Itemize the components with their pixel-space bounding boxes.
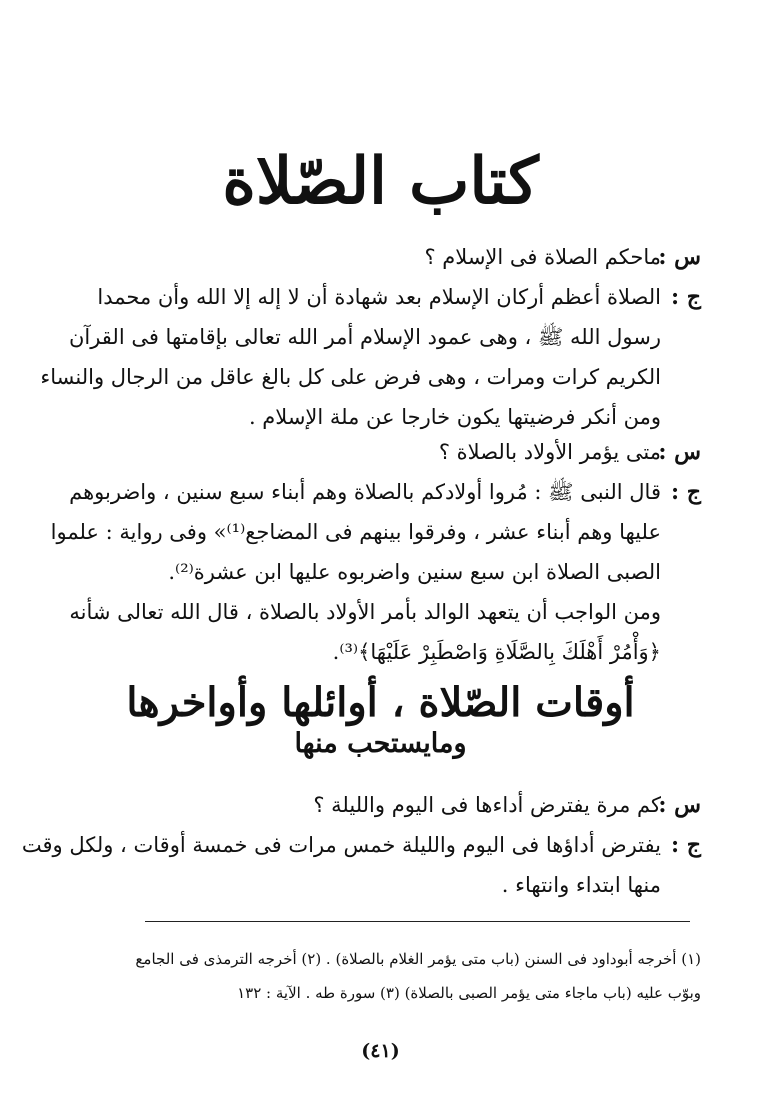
answer-row [50,472,701,592]
section-title: أوقات الصّلاة ، أوائلها وأواخرها [126,679,635,726]
answer-line: قال النبى ﷺ : مُروا أولادكم بالصلاة وهم أبناء سبع سنين ، واضربوهم [69,480,661,504]
question-marker: س : [658,244,701,270]
question-text: كم مرة يفترض أداءها فى اليوم والليلة ؟ [313,793,661,817]
question-row [56,432,701,472]
answer-marker: ج : [671,284,701,310]
question-text: متى يؤمر الأولاد بالصلاة ؟ [438,440,661,464]
question-text: ماحكم الصلاة فى الإسلام ؟ [424,245,661,269]
qa-block-2 [50,432,701,672]
footnote-line: وبوّب عليه (باب ماجاء متى يؤمر الصبى بالصلاة) (٣) سورة طه . الآية : ١٣٢ [237,984,701,1002]
answer-row [40,277,701,437]
answer-line: يفترض أداؤها فى اليوم والليلة خمس مرات فى خمسة أوقات ، ولكل وقت [21,833,661,857]
question-marker: س : [658,439,701,465]
quran-verse-line: ﴿وَأْمُرْ أَهْلَكَ بِالصَّلَاةِ وَاصْطَبِرْ عَلَيْهَا﴾⁽³⁾. [332,640,661,664]
section-subtitle: ومايستحب منها [294,728,467,759]
answer-marker: ج : [671,479,701,505]
chapter-title: كتاب الصّلاة [222,144,539,219]
answer-line: ومن أنكر فرضيتها يكون خارجا عن ملة الإسلام . [248,405,661,429]
answer-line: الكريم كرات ومرات ، وهى فرض على كل بالغ عاقل من الرجال والنساء [40,365,661,389]
answer-text [51,472,661,592]
footnote-divider [145,921,690,922]
answer-row [21,825,701,905]
qa-block-3 [21,785,701,905]
answer-text [40,277,661,437]
question-row [56,237,701,277]
answer-marker: ج : [671,832,701,858]
answer-line: رسول الله ﷺ ، وهى عمود الإسلام أمر الله تعالى بإقامتها فى القرآن [68,325,661,349]
footnotes [56,942,701,1010]
answer-text [22,825,661,905]
answer-continuation [56,592,661,672]
answer-line: الصبى الصلاة ابن سبع سنين واضربوه عليها ابن عشرة⁽²⁾. [168,560,661,584]
answer-line: ومن الواجب أن يتعهد الوالد بأمر الأولاد بالصلاة ، قال الله تعالى شأنه [69,600,661,624]
question-row [56,785,701,825]
answer-line: منها ابتداء وانتهاء . [501,873,661,897]
answer-line: عليها وهم أبناء عشر ، وفرقوا بينهم فى المضاجع⁽¹⁾» وفى رواية : علموا [50,520,661,544]
page-number: (٤١) [361,1040,400,1062]
qa-block-1 [40,237,701,437]
answer-line: الصلاة أعظم أركان الإسلام بعد شهادة أن لا إله إلا الله وأن محمدا [97,285,661,309]
question-marker: س : [658,792,701,818]
footnote-line: (١) أخرجه أبوداود فى السنن (باب متى يؤمر الغلام بالصلاة) . (٢) أخرجه الترمذى فى الجامع [135,950,701,968]
